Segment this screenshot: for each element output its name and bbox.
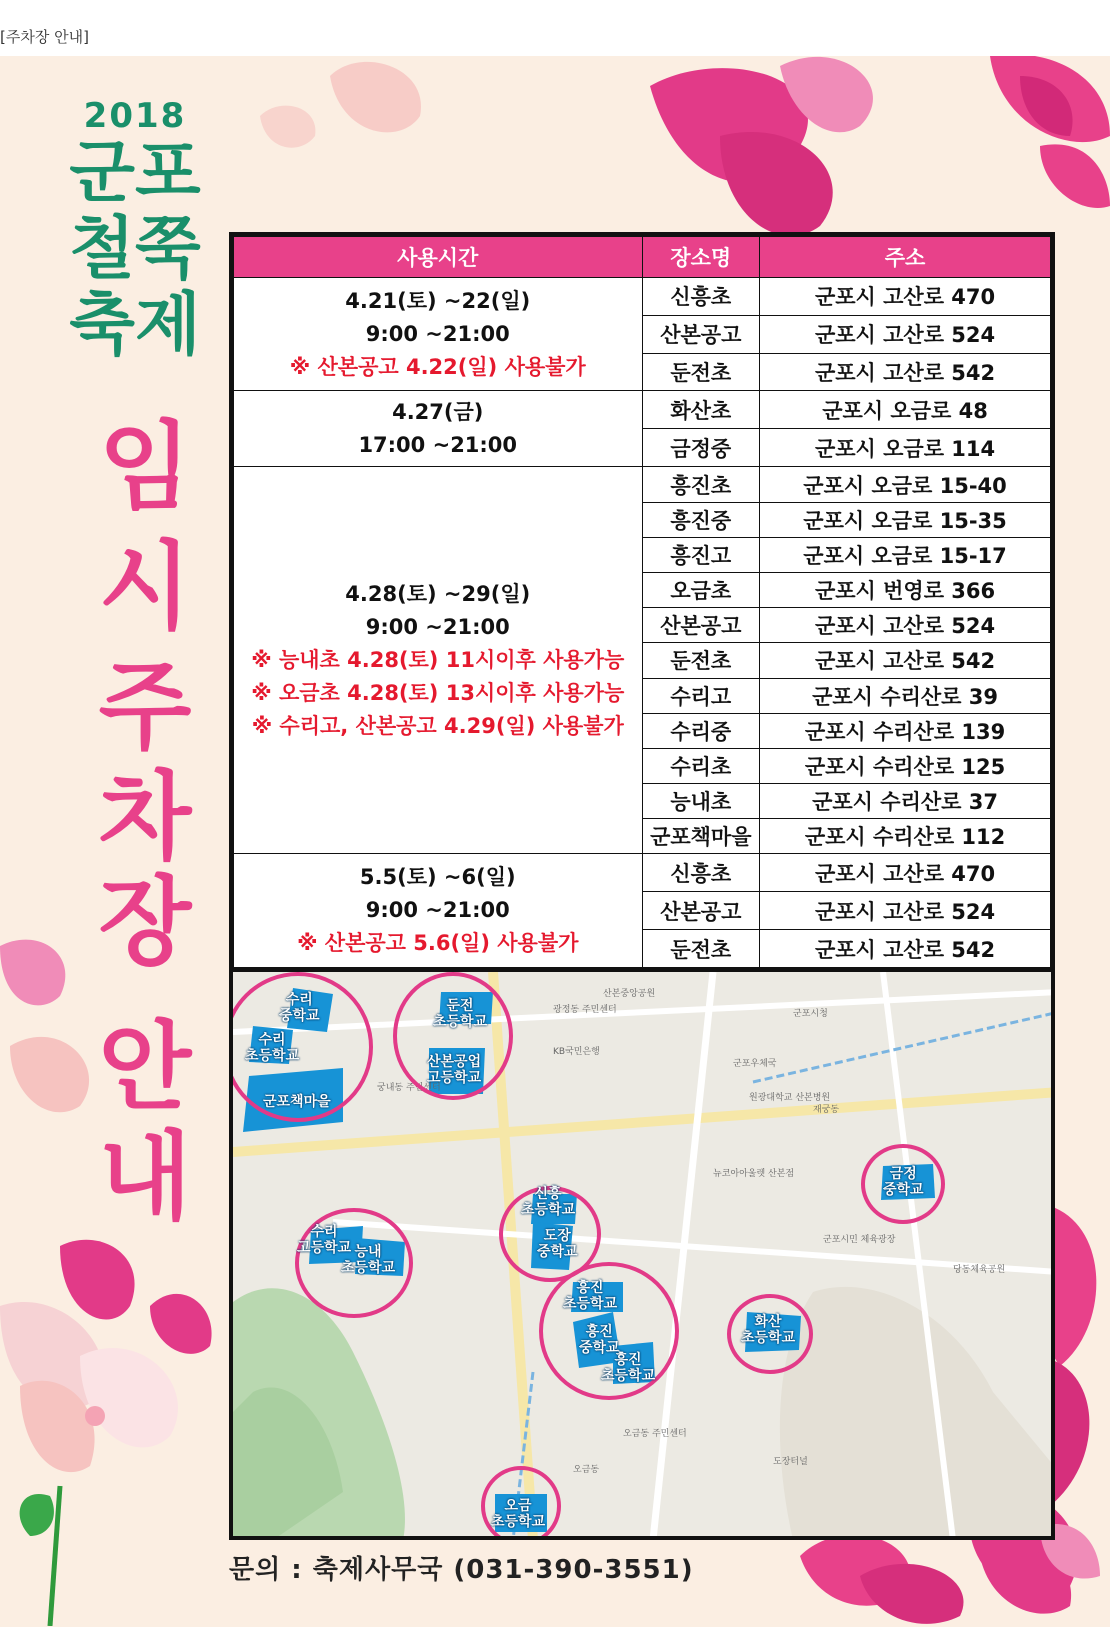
time-cell [234,467,643,854]
map-label-ogeum-elementary: 오금 초등학교 [491,1498,546,1530]
notice-text: ※ 산본공고 4.22(일) 사용불가 [289,354,586,379]
place-cell: 둔전초 [642,643,760,678]
map-label-heungjin-high: 흥진 초등학교 [601,1352,656,1384]
parking-table-body [234,278,1051,968]
map-label-dunjeon-elementary: 둔전 초등학교 [433,998,488,1030]
time-line: 9:00 ~21:00 [365,321,510,346]
col-header-address: 주소 [760,237,1051,278]
place-cell: 금정중 [642,429,760,467]
map-place-text: 원광대학교 산본병원 [749,1093,831,1103]
time-line: 5.5(토) ~6(일) [359,865,516,890]
map-place-text: 광정동 주민센터 [553,1005,617,1015]
time-line: 4.28(토) ~29(일) [345,581,531,606]
place-cell: 흥진초 [642,467,760,502]
place-cell: 산본공고 [642,892,760,930]
col-header-time: 사용시간 [234,237,643,278]
map-place-text: 궁내동 주민센터 [377,1083,441,1093]
time-line: 4.27(금) [392,399,484,424]
time-line: 9:00 ~21:00 [365,614,510,639]
address-cell: 군포시 수리산로 37 [760,784,1051,819]
top-label: [주차장 안내] [0,28,89,46]
place-cell: 신흥초 [642,278,760,316]
main-title-char: 주 [98,651,192,763]
table-row [234,854,1051,892]
time-cell [234,278,643,391]
map-place-text: 오금동 [573,1465,600,1475]
map-label-sanbon-technical: 산본공업 고등학교 [427,1054,482,1086]
map-place-text: 군포시청 [793,1009,828,1019]
map-place-text: 도장터널 [773,1457,808,1467]
address-cell: 군포시 번영로 366 [760,573,1051,608]
main-title-char: 시 [98,531,192,643]
main-title-char: 내 [98,1121,192,1233]
notice-text: ※ 오금초 4.28(토) 13시이후 사용가능 [251,680,625,705]
address-cell: 군포시 수리산로 39 [760,678,1051,713]
map-place-text: KB국민은행 [553,1047,600,1057]
place-cell: 수리초 [642,748,760,783]
map-place-text: 재궁동 [813,1105,840,1115]
address-cell: 군포시 고산로 524 [760,315,1051,353]
contact-info: 문의 : 축제사무국 (031-390-3551) [229,1555,694,1585]
parking-table [229,232,1055,972]
map-place-text: 군포시민 체육광장 [823,1235,896,1245]
address-cell: 군포시 고산로 542 [760,353,1051,391]
time-cell [234,854,643,968]
time-line: 17:00 ~21:00 [358,432,518,457]
address-cell: 군포시 고산로 542 [760,643,1051,678]
map-label-neungnae-elementary: 능내 초등학교 [341,1244,396,1276]
map-label-heungjin-elementary: 흥진 초등학교 [563,1280,618,1312]
festival-title [60,96,210,364]
time-line: 9:00 ~21:00 [365,898,510,923]
place-cell: 산본공고 [642,315,760,353]
map-place-text: 군포우체국 [733,1059,777,1069]
place-cell: 산본공고 [642,608,760,643]
map-place-text: 뉴코아아울렛 산본점 [713,1169,795,1179]
place-cell: 군포책마을 [642,819,760,854]
place-cell: 화산초 [642,391,760,429]
place-cell: 오금초 [642,573,760,608]
address-cell: 군포시 수리산로 112 [760,819,1051,854]
address-cell: 군포시 수리산로 125 [760,748,1051,783]
address-cell: 군포시 오금로 48 [760,391,1051,429]
map-label-hwasan-elementary: 화산 초등학교 [741,1314,796,1346]
map-label-suri-elementary: 수리 초등학교 [245,1032,300,1064]
place-cell: 둔전초 [642,930,760,968]
address-cell: 군포시 오금로 15-35 [760,502,1051,537]
map-label-geumjeong-middle: 금정 중학교 [883,1166,924,1198]
address-cell: 군포시 고산로 470 [760,278,1051,316]
map-label-sinheung-elementary: 신흥 초등학교 [521,1186,576,1218]
main-title-char: 차 [98,761,192,873]
address-cell: 군포시 고산로 524 [760,608,1051,643]
map-place-text: 산본중앙공원 [603,989,656,999]
address-cell: 군포시 고산로 470 [760,854,1051,892]
map-label-dojang-middle: 도장 중학교 [537,1228,578,1260]
notice-text: ※ 산본공고 5.6(일) 사용불가 [297,931,579,956]
place-cell: 흥진중 [642,502,760,537]
table-row [234,278,1051,316]
place-cell: 신흥초 [642,854,760,892]
main-title-char: 임 [98,411,192,523]
place-cell: 수리고 [642,678,760,713]
table-row [234,391,1051,429]
place-cell: 수리중 [642,713,760,748]
place-cell: 능내초 [642,784,760,819]
festival-line-1: 군포 [69,134,201,213]
place-cell: 흥진고 [642,537,760,572]
address-cell: 군포시 고산로 542 [760,930,1051,968]
col-header-place: 장소명 [642,237,760,278]
notice-text: ※ 능내초 4.28(토) 11시이후 사용가능 [251,647,625,672]
year: 2018 [83,96,187,136]
main-title-char: 안 [98,1011,192,1123]
table-row [234,467,1051,502]
festival-line-3: 축제 [69,286,201,365]
address-cell: 군포시 수리산로 139 [760,713,1051,748]
map-place-text: 오금동 주민센터 [623,1429,687,1439]
main-title-char: 장 [98,866,192,978]
map-label-suri-middle: 수리 중학교 [279,992,320,1024]
map-label-suri-high: 수리 고등학교 [297,1224,352,1256]
parking-map [229,972,1055,1540]
address-cell: 군포시 오금로 15-17 [760,537,1051,572]
festival-line-2: 철쭉 [69,210,201,289]
map-label-book-village: 군포책마을 [263,1094,331,1110]
notice-text: ※ 수리고, 산본공고 4.29(일) 사용불가 [251,713,624,738]
map-place-text: 당동체육공원 [953,1265,1006,1275]
map-label-heungjin-middle: 흥진 중학교 [579,1324,620,1356]
address-cell: 군포시 오금로 15-40 [760,467,1051,502]
address-cell: 군포시 오금로 114 [760,429,1051,467]
time-line: 4.21(토) ~22(일) [345,288,531,313]
place-cell: 둔전초 [642,353,760,391]
address-cell: 군포시 고산로 524 [760,892,1051,930]
poster [0,56,1110,1627]
time-cell [234,391,643,467]
